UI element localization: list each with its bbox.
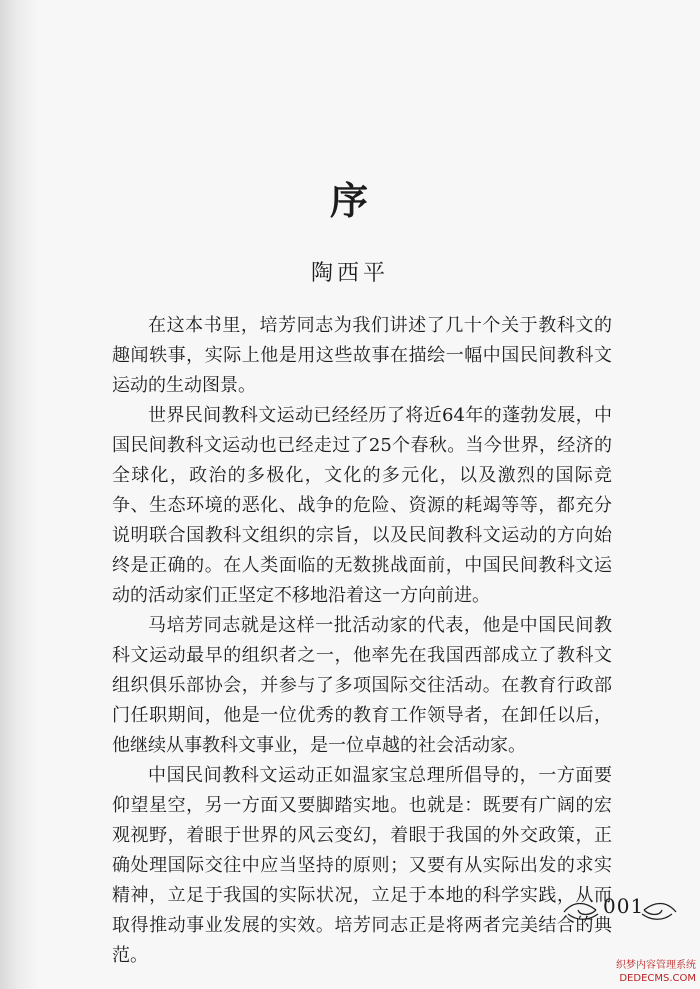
body-text [112,311,612,971]
paragraph: 世界民间教科文运动已经经历了将近64年的蓬勃发展，中国民间教科文运动也已经走过了25个春秋。当今世界，经济的全球化，政治的多极化，文化的多元化，以及激烈的国际竞争、生态环境的恶化、战争的危险、资源的耗竭等等，都充分说明联合国教科文组织的宗旨，以及民间教科文运动的方向始终是正确的。在人类面临的无数挑战面前，中国民间教科文运动的活动家们正坚定不移地沿着这一方向前进。 [112,405,612,606]
paragraph: 中国民间教科文运动正如温家宝总理所倡导的，一方面要仰望星空，另一方面又要脚踏实地。也就是：既要有广阔的宏观视野，着眼于世界的风云变幻，着眼于我国的外交政策，正确处理国际交往中应当坚持的原则；又要有从实际出发的求实精神，立足于我国的实际状况，立足于本地的科学实践，从而取得推动事业发展的实效。培芳同志正是将两者完美结合的典范。 [112,765,612,966]
watermark-line: DEDECMS.COM [619,973,696,984]
page-number: 001 [603,894,645,918]
page-title: 序 [329,178,370,223]
watermark-line: 织梦内容管理系统 [616,960,696,971]
paragraph: 马培芳同志就是这样一批活动家的代表，他是中国民间教科文运动最早的组织者之一，他率先在我国西部成立了教科文组织俱乐部协会，并参与了多项国际交往活动。在教育行政部门任职期间，他是一位优秀的教育工作领导者，在卸任以后，他继续从事教科文事业，是一位卓越的社会活动家。 [112,615,612,756]
paragraph: 在这本书里，培芳同志为我们讲述了几十个关于教科文的趣闻轶事，实际上他是用这些故事在描绘一幅中国民间教科文运动的生动图景。 [112,315,612,396]
page-number-ornament [560,890,680,926]
author-name: 陶西平 [310,261,389,286]
watermark [586,959,696,985]
